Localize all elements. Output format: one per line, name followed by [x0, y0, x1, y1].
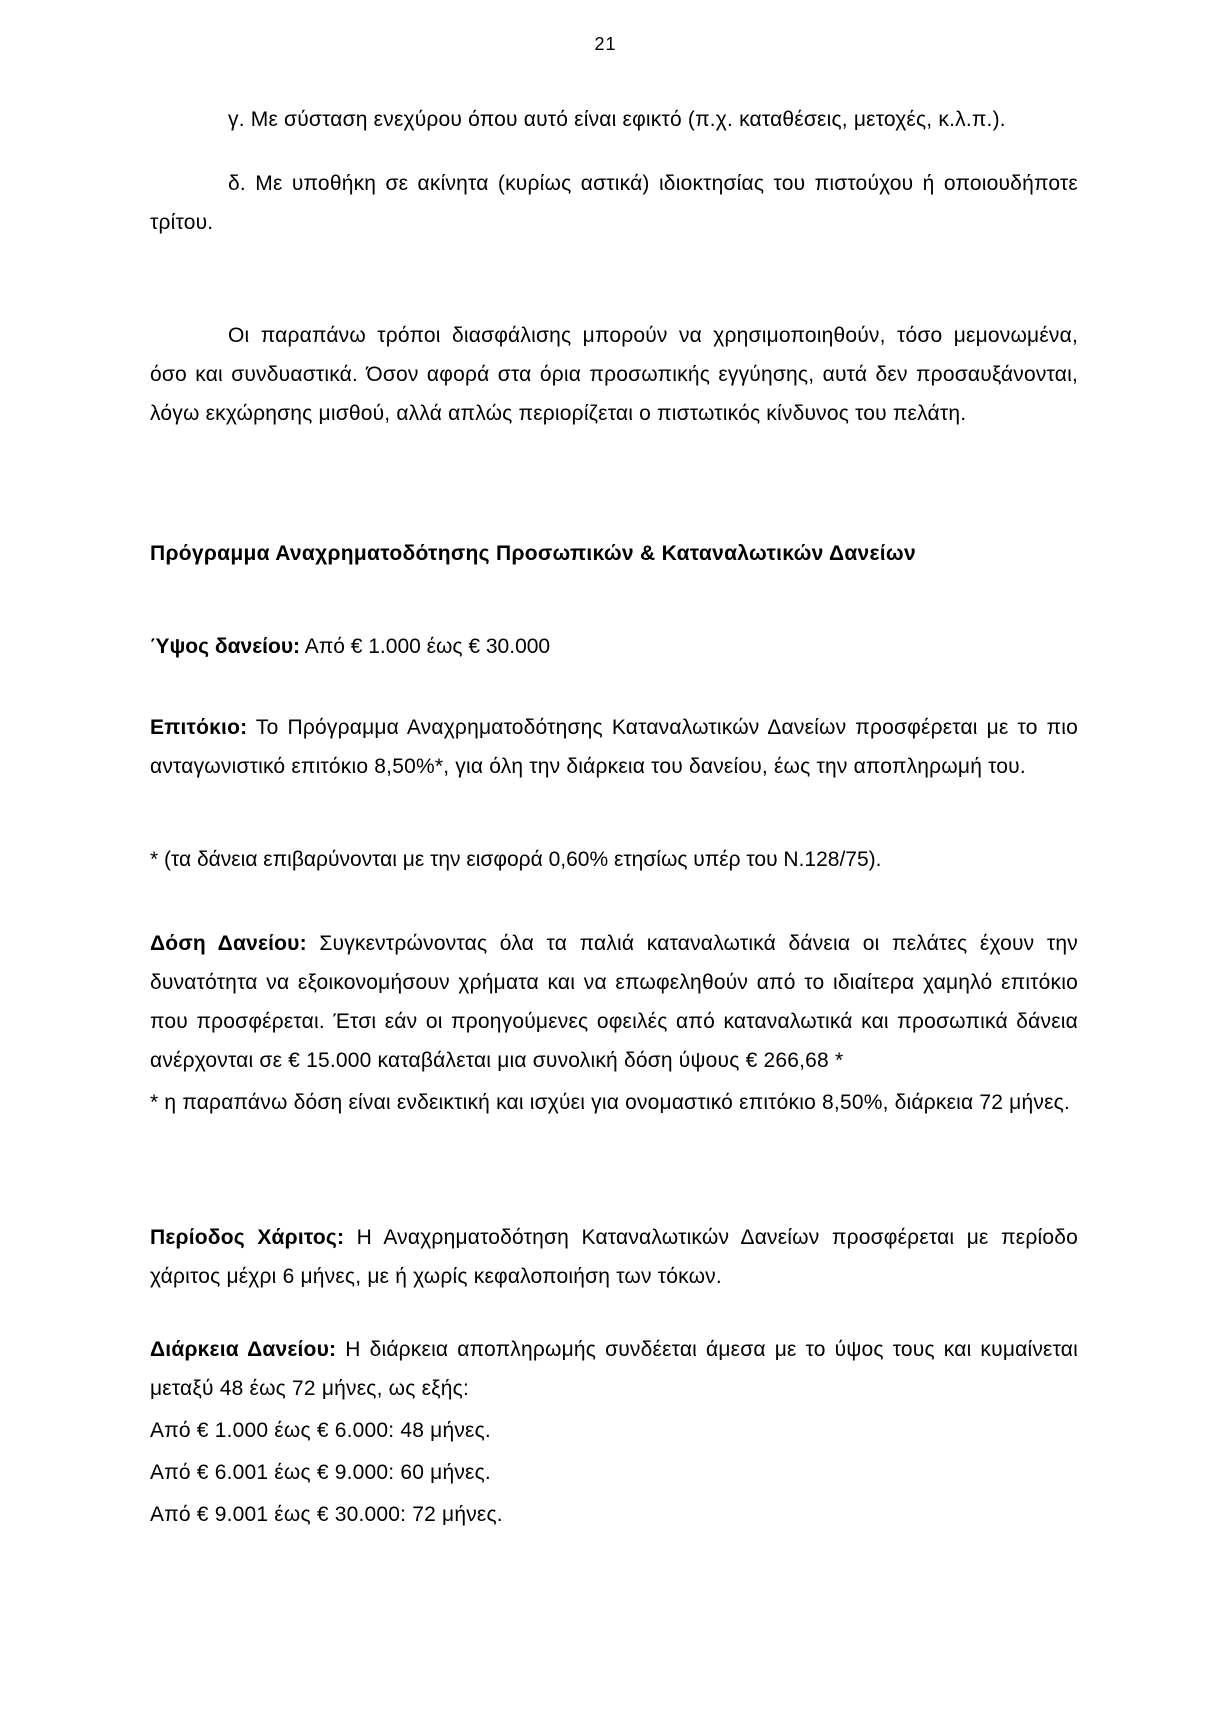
duration-tier: Από € 9.001 έως € 30.000: 72 μήνες. — [150, 1503, 503, 1526]
loan-amount-line — [150, 627, 1078, 666]
duration-tier: Από € 1.000 έως € 6.000: 48 μήνες. — [150, 1419, 491, 1442]
grace-text: Η Αναχρηματοδότηση Καταναλωτικών Δανείων προσφέρεται με περίοδο χάριτος μέχρι 6 μήνες, με ή χωρίς κεφαλοποιήση των τόκων. — [150, 1226, 1078, 1288]
duration-section — [150, 1330, 1078, 1534]
page-number: 21 — [594, 34, 617, 54]
installment-section — [150, 924, 1078, 1122]
interest-section — [150, 708, 1078, 786]
installment-note: * η παραπάνω δόση είναι ενδεικτική και ισχύει για ονομαστικό επιτόκιο 8,50%, διάρκεια 72 μήνες. — [150, 1091, 1070, 1114]
loan-amount-label: Ύψος δανείου: — [150, 635, 301, 658]
installment-label: Δόση Δανείου: — [150, 932, 307, 955]
program-title: Πρόγραμμα Αναχρηματοδότησης Προσωπικών & Καταναλωτικών Δανείων — [150, 542, 916, 565]
installment-text: Συγκεντρώνοντας όλα τα παλιά καταναλωτικά δάνεια οι πελάτες έχουν την δυνατότητα να εξοικονομήσουν χρήματα και να επωφεληθούν από το ιδιαίτερα χαμηλό επιτόκιο που προσφέρεται. Έτσι εάν οι προηγούμενες οφειλές από καταναλωτικά και προσωπικά δάνεια ανέρχονται σε € 15.000 καταβάλεται μια συνολική δόση ύψους € 266,68 * — [150, 932, 1078, 1072]
interest-note: * (τα δάνεια επιβαρύνονται με την εισφορά 0,60% ετησίως υπέρ του Ν.128/75). — [150, 848, 882, 871]
grace-section — [150, 1218, 1078, 1296]
list-item-delta: δ. Με υποθήκη σε ακίνητα (κυρίως αστικά) ιδιοκτησίας του πιστούχου ή οποιουδήποτε τρίτου. — [150, 172, 1078, 234]
duration-label: Διάρκεια Δανείου: — [150, 1338, 337, 1361]
grace-label: Περίοδος Χάριτος: — [150, 1226, 345, 1249]
list-item-gamma: γ. Με σύσταση ενεχύρου όπου αυτό είναι εφικτό (π.χ. καταθέσεις, μετοχές, κ.λ.π.). — [228, 108, 1006, 131]
security-list — [150, 100, 1078, 242]
duration-text: Η διάρκεια αποπληρωμής συνδέεται άμεσα με το ύψος τους και κυμαίνεται μεταξύ 48 έως 72 μήνες, ως εξής: — [150, 1338, 1078, 1400]
intro-paragraph: Οι παραπάνω τρόποι διασφάλισης μπορούν να χρησιμοποιηθούν, τόσο μεμονωμένα, όσο και συνδυαστικά. Όσον αφορά στα όρια προσωπικής εγγύησης, αυτά δεν προσαυξάνονται, λόγω εκχώρησης μισθού, αλλά απλώς περιορίζεται ο πιστωτικός κίνδυνος του πελάτη. — [150, 324, 1078, 425]
duration-tier: Από € 6.001 έως € 9.000: 60 μήνες. — [150, 1461, 491, 1484]
intro-paragraph-block — [150, 316, 1078, 433]
interest-text: Το Πρόγραμμα Αναχρηματοδότησης Καταναλωτικών Δανείων προσφέρεται με το πιο ανταγωνιστικό επιτόκιο 8,50%*, για όλη την διάρκεια του δανείου, έως την αποπληρωμή του. — [150, 716, 1078, 778]
interest-label: Επιτόκιο: — [150, 716, 248, 739]
loan-amount-value: Από € 1.000 έως € 30.000 — [304, 635, 551, 658]
